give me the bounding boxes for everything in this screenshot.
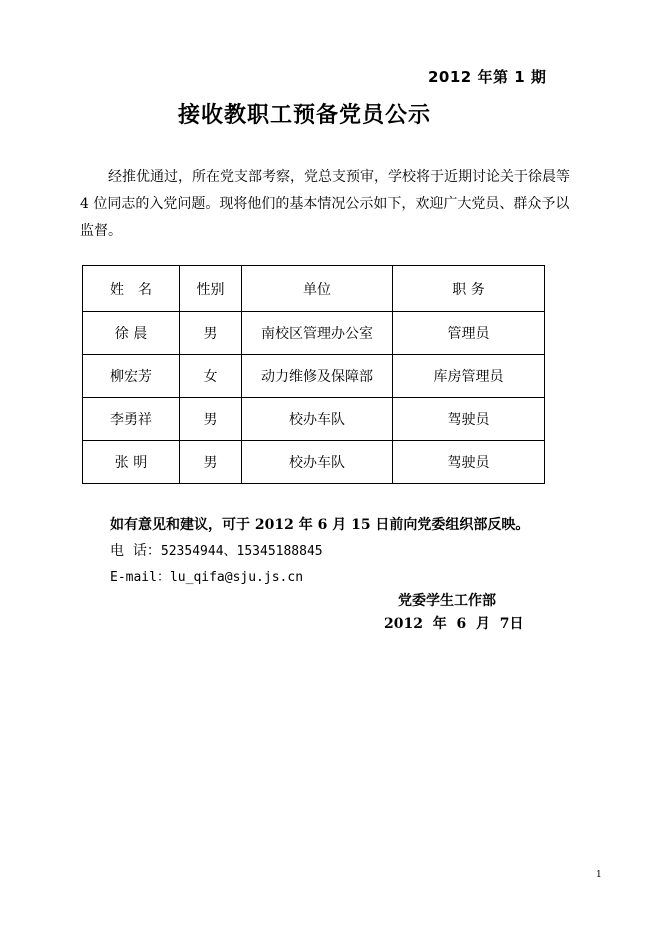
cell-unit: 校办车队 xyxy=(242,398,393,441)
email-line xyxy=(110,566,303,585)
phone-numbers: 52354944、15345188845 xyxy=(160,544,323,559)
header-position: 职 务 xyxy=(393,266,545,312)
cell-gender: 女 xyxy=(180,355,242,398)
signature-dept: 党委学生工作部 xyxy=(398,593,496,609)
cell-unit: 校办车队 xyxy=(242,441,393,484)
cell-name: 李勇祥 xyxy=(83,398,180,441)
issue-number: 2012 年第 1 期 xyxy=(428,68,547,86)
table-header-row xyxy=(83,266,545,312)
header-unit: 单位 xyxy=(242,266,393,312)
header-name: 姓 名 xyxy=(83,266,180,312)
cell-position: 驾驶员 xyxy=(393,398,545,441)
cell-position: 驾驶员 xyxy=(393,441,545,484)
cell-name: 徐 晨 xyxy=(83,312,180,355)
phone-label: 电 话： xyxy=(110,543,161,559)
cell-unit: 动力维修及保障部 xyxy=(242,355,393,398)
cell-name: 张 明 xyxy=(83,441,180,484)
email-address[interactable]: lu_qifa@sju.js.cn xyxy=(169,570,304,585)
table-row xyxy=(83,355,545,398)
page-title: 接收教职工预备党员公示 xyxy=(178,103,432,128)
cell-unit: 南校区管理办公室 xyxy=(242,312,393,355)
cell-gender: 男 xyxy=(180,398,242,441)
cell-position: 库房管理员 xyxy=(393,355,545,398)
cell-gender: 男 xyxy=(180,441,242,484)
feedback-notice: 如有意见和建议，可于 2012 年 6 月 15 日前向党委组织部反映。 xyxy=(110,517,530,533)
page-number: 1 xyxy=(596,870,602,880)
signature-date: 2012 年 6 月 7日 xyxy=(384,616,524,632)
table-row xyxy=(83,441,545,484)
cell-position: 管理员 xyxy=(393,312,545,355)
email-label: E-mail： xyxy=(110,570,170,585)
cell-name: 柳宏芳 xyxy=(83,355,180,398)
header-gender: 性别 xyxy=(180,266,242,312)
table-row xyxy=(83,312,545,355)
intro-paragraph: 经推优通过，所在党支部考察，党总支预审，学校将于近期讨论关于徐晨等 4 位同志的入党问题。现将他们的基本情况公示如下，欢迎广大党员、群众予以监督。 xyxy=(80,169,570,239)
phone-line xyxy=(110,540,323,560)
candidate-table xyxy=(82,265,545,484)
table-row xyxy=(83,398,545,441)
cell-gender: 男 xyxy=(180,312,242,355)
